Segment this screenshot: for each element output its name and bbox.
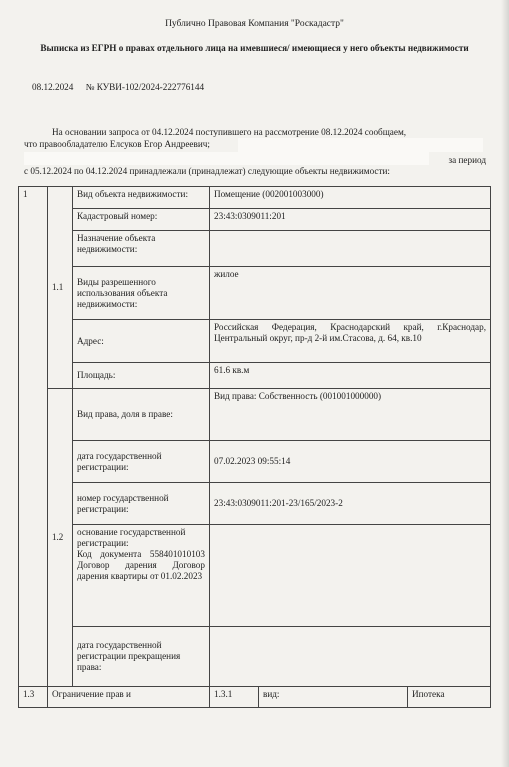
document-title: Выписка из ЕГРН о правах отдельного лица на имевшиеся/ имеющиеся у него объекты недвижимости [40,43,469,53]
field-value [210,627,491,687]
document-meta [32,82,214,92]
intro-line-3: за период [448,155,486,165]
field-value: 61.6 кв.м [210,363,491,389]
restriction-type-value: Ипотека [412,689,445,699]
field-label: Адрес: [73,320,210,363]
section-number: 1.1 [48,187,73,389]
field-value [210,231,491,267]
intro-line-1: На основании запроса от 04.12.2024 поступившего на рассмотрение 08.12.2024 сообщаем, [52,127,407,137]
field-value: 07.02.2023 09:55:14 [210,441,491,483]
field-label: Виды разрешенного использования объекта недвижимости: [73,267,210,320]
field-value: жилое [210,267,491,320]
organization-name: Публично Правовая Компания "Роскадастр" [165,19,344,29]
intro-line-2: что правообладателю Елсуков Егор Андреевич; [24,139,210,149]
page-edge-shadow [501,0,509,767]
field-label: Вид права, доля в праве: [73,389,210,441]
field-label: номер государственной регистрации: [73,483,210,525]
field-label: дата государственной регистрации: [73,441,210,483]
field-label: Кадастровый номер: [73,209,210,231]
section-number: 1.3.1 [210,687,259,707]
field-label: дата государственной регистрации прекращения права: [73,627,210,687]
field-label: Назначение объекта недвижимости: [73,231,210,267]
property-table [18,186,491,708]
row-number: 1.3 [19,687,48,708]
row-number: 1 [19,187,48,687]
field-value: 23:43:0309011:201-23/165/2023-2 [210,483,491,525]
field-value: Российская Федерация, Краснодарский край, г.Краснодар, Центральный округ, пр-д 2-й им.Стасова, д. 64, кв.10 [210,320,491,363]
section-number: 1.2 [48,389,73,687]
restriction-label: Ограничение прав и [48,687,210,708]
field-label: Площадь: [73,363,210,389]
field-value [210,525,491,627]
restriction-type-label: вид: [259,687,408,707]
field-value: Вид права: Собственность (001001000000) [210,389,491,441]
basis-document: Код документа 558401010103 Договор дарения Договор дарения квартиры от 01.02.2023 [77,549,205,581]
field-label: Вид объекта недвижимости: [73,187,210,209]
redacted-area [238,138,483,152]
field-value: Помещение (002001003000) [210,187,491,209]
restriction-cell [210,687,491,708]
document-number: № КУВИ-102/2024-222776144 [85,82,205,92]
document-date: 08.12.2024 [32,82,74,92]
field-label [73,525,210,627]
field-value: 23:43:0309011:201 [210,209,491,231]
intro-line-4: с 05.12.2024 по 04.12.2024 принадлежали (принадлежат) следующие объекты недвижимости: [24,166,390,176]
basis-label: основание государственной регистрации: [77,527,186,548]
